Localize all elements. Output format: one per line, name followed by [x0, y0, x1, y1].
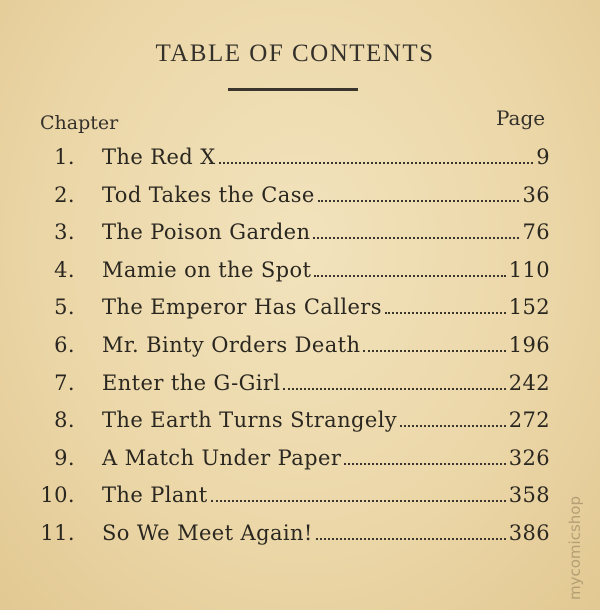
toc-entry — [102, 145, 550, 169]
chapter-title: The Earth Turns Strangely — [102, 408, 398, 433]
chapter-title: The Emperor Has Callers — [102, 295, 382, 320]
chapter-number: 10. — [40, 483, 75, 508]
page-number: 386 — [508, 520, 550, 545]
chapter-number: 1. — [54, 145, 75, 169]
toc-row — [0, 141, 600, 179]
page-number: 326 — [508, 445, 550, 470]
chapter-number: 5. — [54, 295, 75, 320]
page-number: 272 — [508, 408, 550, 433]
chapter-number: 2. — [54, 182, 75, 207]
chapter-title: Mamie on the Spot — [102, 257, 312, 282]
toc-entry — [102, 483, 550, 507]
dot-leader — [363, 349, 505, 352]
chapter-title: Mr. Binty Orders Death — [102, 332, 361, 357]
toc-entry — [102, 258, 550, 282]
page-number: 196 — [508, 332, 550, 357]
chapter-number: 8. — [54, 408, 75, 433]
dot-leader — [318, 199, 520, 202]
toc-entry — [102, 521, 550, 545]
chapter-title: So We Meet Again! — [102, 520, 313, 545]
chapter-number: 4. — [54, 257, 75, 282]
dot-leader — [385, 311, 506, 314]
toc-row — [0, 479, 600, 517]
chapter-number: 7. — [54, 370, 75, 395]
chapter-number: 3. — [54, 220, 75, 245]
chapter-number: 11. — [40, 520, 75, 545]
dot-leader — [211, 499, 506, 502]
chapter-title: Tod Takes the Case — [102, 182, 315, 207]
page-header: Page — [496, 106, 546, 130]
chapter-title: The Red X — [102, 145, 216, 169]
page-number: 152 — [508, 295, 550, 320]
toc-row — [0, 254, 600, 292]
dot-leader — [344, 462, 505, 465]
page-number: 358 — [508, 483, 550, 508]
dot-leader — [316, 537, 506, 540]
chapter-title: The Poison Garden — [102, 220, 311, 245]
title-rule — [228, 88, 358, 91]
page-number: 242 — [508, 370, 550, 395]
toc-entry — [102, 408, 550, 432]
chapter-title: A Match Under Paper — [102, 445, 342, 470]
toc-entry — [102, 371, 550, 395]
toc-row — [0, 404, 600, 442]
toc-row — [0, 329, 600, 367]
chapter-title: Enter the G-Girl — [102, 370, 281, 395]
toc-row — [0, 291, 600, 329]
toc-row — [0, 216, 600, 254]
chapter-number: 9. — [54, 445, 75, 470]
page-number: 76 — [522, 220, 550, 245]
toc-row — [0, 179, 600, 217]
dot-leader — [400, 424, 506, 427]
toc-entry — [102, 220, 550, 244]
chapter-title: The Plant — [102, 483, 208, 508]
page-number: 9 — [536, 145, 550, 169]
dot-leader — [314, 274, 505, 277]
toc-row — [0, 442, 600, 480]
chapter-header: Chapter — [40, 112, 119, 134]
dot-leader — [219, 161, 534, 164]
toc-entry — [102, 446, 550, 470]
toc-entry — [102, 295, 550, 319]
toc-list — [0, 141, 600, 555]
page-title: TABLE OF CONTENTS — [155, 40, 435, 67]
toc-entry — [102, 183, 550, 207]
toc-entry — [102, 333, 550, 357]
toc-row — [0, 517, 600, 555]
dot-leader — [283, 387, 505, 390]
page-number: 36 — [522, 182, 550, 207]
toc-row — [0, 367, 600, 405]
dot-leader — [313, 236, 519, 239]
chapter-number: 6. — [54, 332, 75, 357]
watermark-text: mycomicshop — [566, 496, 584, 600]
page-number: 110 — [508, 257, 550, 282]
